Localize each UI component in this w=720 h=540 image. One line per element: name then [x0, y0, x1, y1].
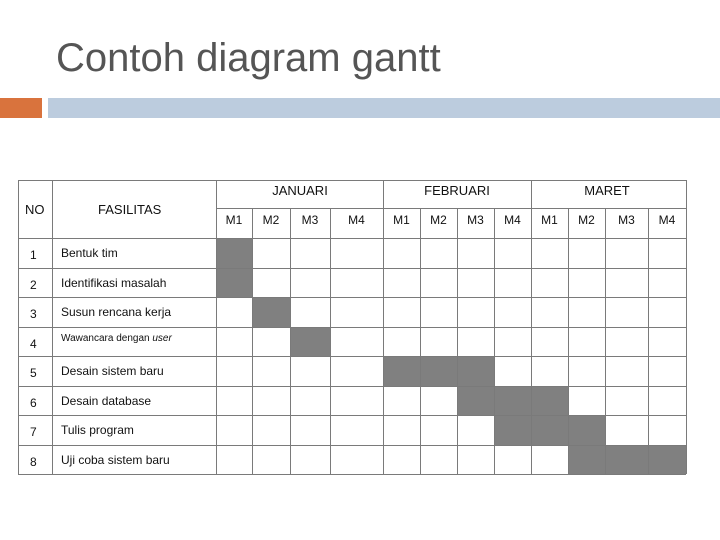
gantt-bar-cell	[383, 356, 420, 386]
row-task-label: Susun rencana kerja	[61, 305, 172, 319]
header-week-11: M3	[618, 213, 635, 227]
header-week-4: M4	[348, 213, 365, 227]
row-line	[18, 386, 686, 387]
col-line	[383, 180, 384, 474]
row-line	[18, 327, 686, 328]
col-line	[52, 180, 53, 474]
row-task-label: Uji coba sistem baru	[61, 452, 170, 467]
header-month-maret: MARET	[584, 183, 630, 198]
slide-title: Contoh diagram gantt	[56, 36, 441, 80]
gantt-bar-cell	[420, 356, 457, 386]
col-line	[216, 180, 217, 474]
header-week-7: M3	[467, 213, 484, 227]
gantt-bar-cell	[494, 415, 531, 445]
gantt-bar-cell	[216, 268, 252, 298]
gantt-bar-cell	[457, 386, 494, 416]
gantt-bar-cell	[290, 327, 330, 357]
header-week-1: M1	[225, 213, 243, 227]
gantt-bar-cell	[568, 445, 605, 475]
gantt-bar-cell	[216, 238, 252, 268]
gantt-bar-cell	[605, 445, 648, 475]
gantt-bar-cell	[531, 386, 568, 416]
col-line	[457, 208, 458, 474]
row-task-italic: user	[152, 332, 172, 344]
col-line	[494, 208, 495, 474]
accent-bar-blue	[48, 98, 720, 118]
row-line	[18, 445, 686, 446]
row-line	[18, 474, 686, 475]
gantt-bar-cell	[252, 297, 290, 327]
col-line	[686, 180, 687, 474]
header-week-9: M1	[541, 213, 558, 227]
row-line	[18, 297, 686, 298]
gantt-bar-cell	[494, 386, 531, 416]
col-line	[605, 208, 606, 474]
col-line	[330, 208, 331, 474]
gantt-bar-cell	[568, 415, 605, 445]
row-task-label: Wawancara dengan user	[61, 332, 172, 344]
col-line	[568, 208, 569, 474]
row-task-label: Desain database	[61, 393, 152, 408]
col-line	[420, 208, 421, 474]
row-number: 6	[30, 395, 37, 410]
table-border-top	[18, 180, 686, 181]
row-number: 4	[30, 336, 37, 351]
table-border-left	[18, 180, 19, 474]
gantt-bar-cell	[531, 415, 568, 445]
row-line	[18, 415, 686, 416]
gantt-bar-cell	[457, 356, 494, 386]
header-week-5: M1	[393, 213, 410, 227]
header-week-10: M2	[578, 213, 595, 227]
header-week-12: M4	[658, 213, 676, 227]
header-week-6: M2	[430, 213, 447, 227]
header-week-3: M3	[301, 213, 319, 227]
header-fasilitas: FASILITAS	[98, 202, 162, 217]
header-week-8: M4	[504, 213, 521, 227]
row-number: 2	[30, 277, 37, 292]
header-month-januari: JANUARI	[272, 183, 328, 198]
row-line	[18, 268, 686, 269]
row-number: 5	[30, 366, 37, 380]
row-number: 7	[30, 425, 37, 439]
accent-bar-orange	[0, 98, 42, 118]
header-month-februari: FEBRUARI	[424, 183, 490, 198]
header-no: NO	[25, 202, 45, 217]
month-divider-line	[216, 208, 686, 209]
row-task-label: Identifikasi masalah	[61, 275, 167, 290]
row-line	[18, 238, 686, 239]
row-task-label: Desain sistem baru	[61, 364, 164, 378]
col-line	[531, 180, 532, 474]
header-week-2: M2	[262, 213, 280, 227]
row-line	[18, 356, 686, 357]
col-line	[648, 208, 649, 474]
row-number: 3	[30, 307, 37, 321]
row-number: 1	[30, 248, 37, 262]
col-line	[290, 208, 291, 474]
row-number: 8	[30, 454, 37, 469]
gantt-bar-cell	[648, 445, 686, 475]
col-line	[252, 208, 253, 474]
row-task-label: Bentuk tim	[61, 246, 118, 260]
row-task-label: Tulis program	[61, 423, 134, 437]
